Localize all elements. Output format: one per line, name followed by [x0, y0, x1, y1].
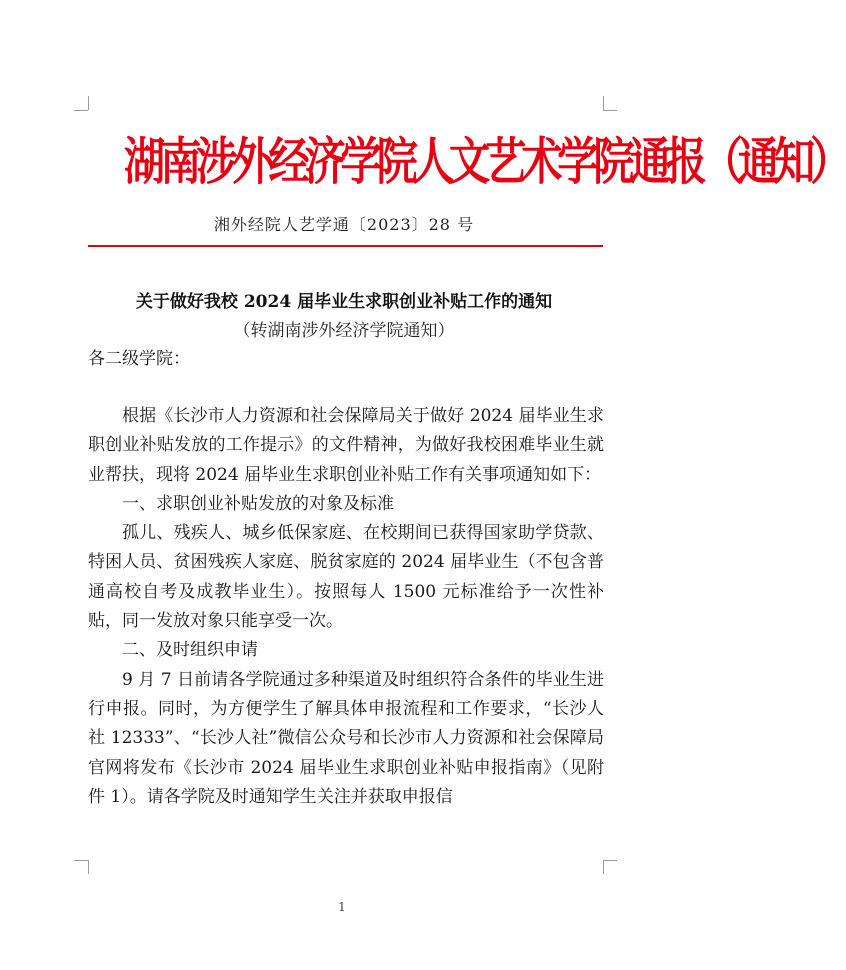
notice-subtitle: （转湖南涉外经济学院通知）: [233, 321, 455, 341]
page-number: 1: [338, 900, 346, 914]
crop-mark: [88, 96, 89, 110]
red-rule: [88, 245, 603, 247]
section-heading-1: 一、求职创业补贴发放的对象及标准: [122, 493, 394, 514]
masthead-title: 湖南涉外经济学院人文艺术学院通报（通知）: [123, 132, 846, 192]
paragraph-application: 9 月 7 日前请各学院通过多种渠道及时组织符合条件的毕业生进行申报。同时，为方便学生了解具体申报流程和工作要求，“长沙人社 12333”、“长沙人社”微信公众号和长沙市人力资源和社会保障局官网将发布《长沙市 2024 届毕业生求职创业补贴申报指南》（见附件 1）。请各学院及时通知学生关注并获取申报信: [88, 669, 604, 807]
crop-mark: [74, 110, 88, 111]
notice-title: 关于做好我校 2024 届毕业生求职创业补贴工作的通知: [135, 292, 553, 312]
section-heading-2: 二、及时组织申请: [122, 640, 258, 661]
document-number: 湘外经院人艺学通〔2023〕28 号: [213, 215, 475, 234]
crop-mark: [603, 860, 604, 874]
paragraph-eligibility: 孤儿、残疾人、城乡低保家庭、在校期间已获得国家助学贷款、特困人员、贫困残疾人家庭、脱贫家庭的 2024 届毕业生（不包含普通高校自考及成教毕业生）。按照每人 1500 元标准给予一次性补贴，同一发放对象只能享受一次。: [88, 523, 604, 632]
crop-mark: [603, 110, 617, 111]
crop-mark: [603, 860, 617, 861]
notice-body: [88, 402, 604, 812]
paragraph-intro: 根据《长沙市人力资源和社会保障局关于做好 2024 届毕业生求职创业补贴发放的工作提示》的文件精神，为做好我校困难毕业生就业帮扶，现将 2024 届毕业生求职创业补贴工作有关事项通知如下：: [88, 406, 604, 485]
crop-mark: [74, 860, 88, 861]
crop-mark: [88, 860, 89, 874]
salutation: 各二级学院：: [88, 349, 190, 369]
crop-mark: [603, 96, 604, 110]
